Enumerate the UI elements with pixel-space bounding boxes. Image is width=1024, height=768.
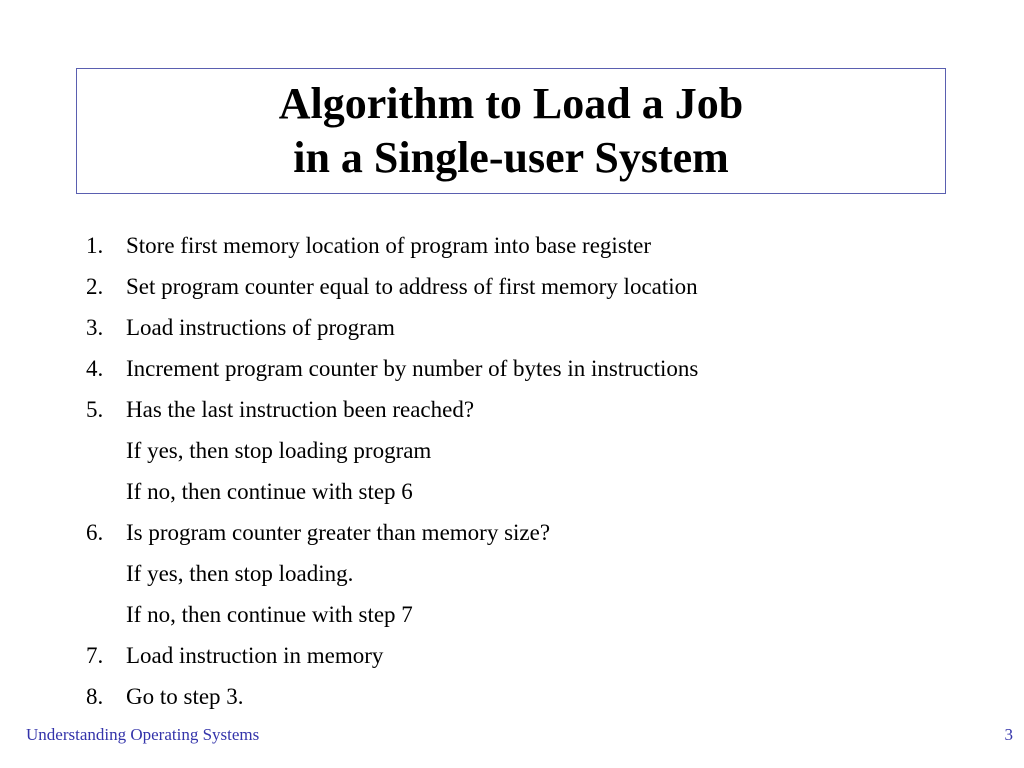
step-text: Store first memory location of program into base register <box>126 233 652 258</box>
step-text: Is program counter greater than memory size? <box>126 520 551 545</box>
step-text: Load instruction in memory <box>126 643 384 668</box>
step-number: 1. <box>86 233 104 258</box>
footer-course-title: Understanding Operating Systems <box>26 725 260 744</box>
step-text: Increment program counter by number of bytes in instructions <box>126 356 699 381</box>
step-sub-line <box>86 594 986 635</box>
step-line <box>86 348 986 389</box>
step-line <box>86 307 986 348</box>
slide-title-line-1: Algorithm to Load a Job <box>278 79 744 128</box>
step-number <box>86 471 126 512</box>
step-text: Has the last instruction been reached? <box>126 397 475 422</box>
step-text: If yes, then stop loading program <box>126 438 432 463</box>
step-text: If no, then continue with step 6 <box>126 479 413 504</box>
step-text: Load instructions of program <box>126 315 395 340</box>
step-text: If no, then continue with step 7 <box>126 602 413 627</box>
step-number: 5. <box>86 397 104 422</box>
step-line <box>86 512 986 553</box>
step-text: Go to step 3. <box>126 684 244 709</box>
step-number: 7. <box>86 643 104 668</box>
step-number: 8. <box>86 684 104 709</box>
step-line <box>86 225 986 266</box>
step-line <box>86 676 986 717</box>
step-number: 4. <box>86 356 104 381</box>
step-text: If yes, then stop loading. <box>126 561 354 586</box>
step-line <box>86 389 986 430</box>
step-number <box>86 594 126 635</box>
step-sub-line <box>86 553 986 594</box>
step-number <box>86 430 126 471</box>
step-sub-line <box>86 430 986 471</box>
step-sub-line <box>86 471 986 512</box>
slide-title-line-2: in a Single-user System <box>293 133 729 182</box>
footer-page-number: 3 <box>1004 725 1013 744</box>
algorithm-steps-list <box>86 225 986 717</box>
step-number <box>86 553 126 594</box>
step-text: Set program counter equal to address of first memory location <box>126 274 698 299</box>
step-number: 3. <box>86 315 104 340</box>
step-line <box>86 266 986 307</box>
step-number: 2. <box>86 274 104 299</box>
step-line <box>86 635 986 676</box>
slide-title-box <box>76 68 946 194</box>
step-number: 6. <box>86 520 104 545</box>
